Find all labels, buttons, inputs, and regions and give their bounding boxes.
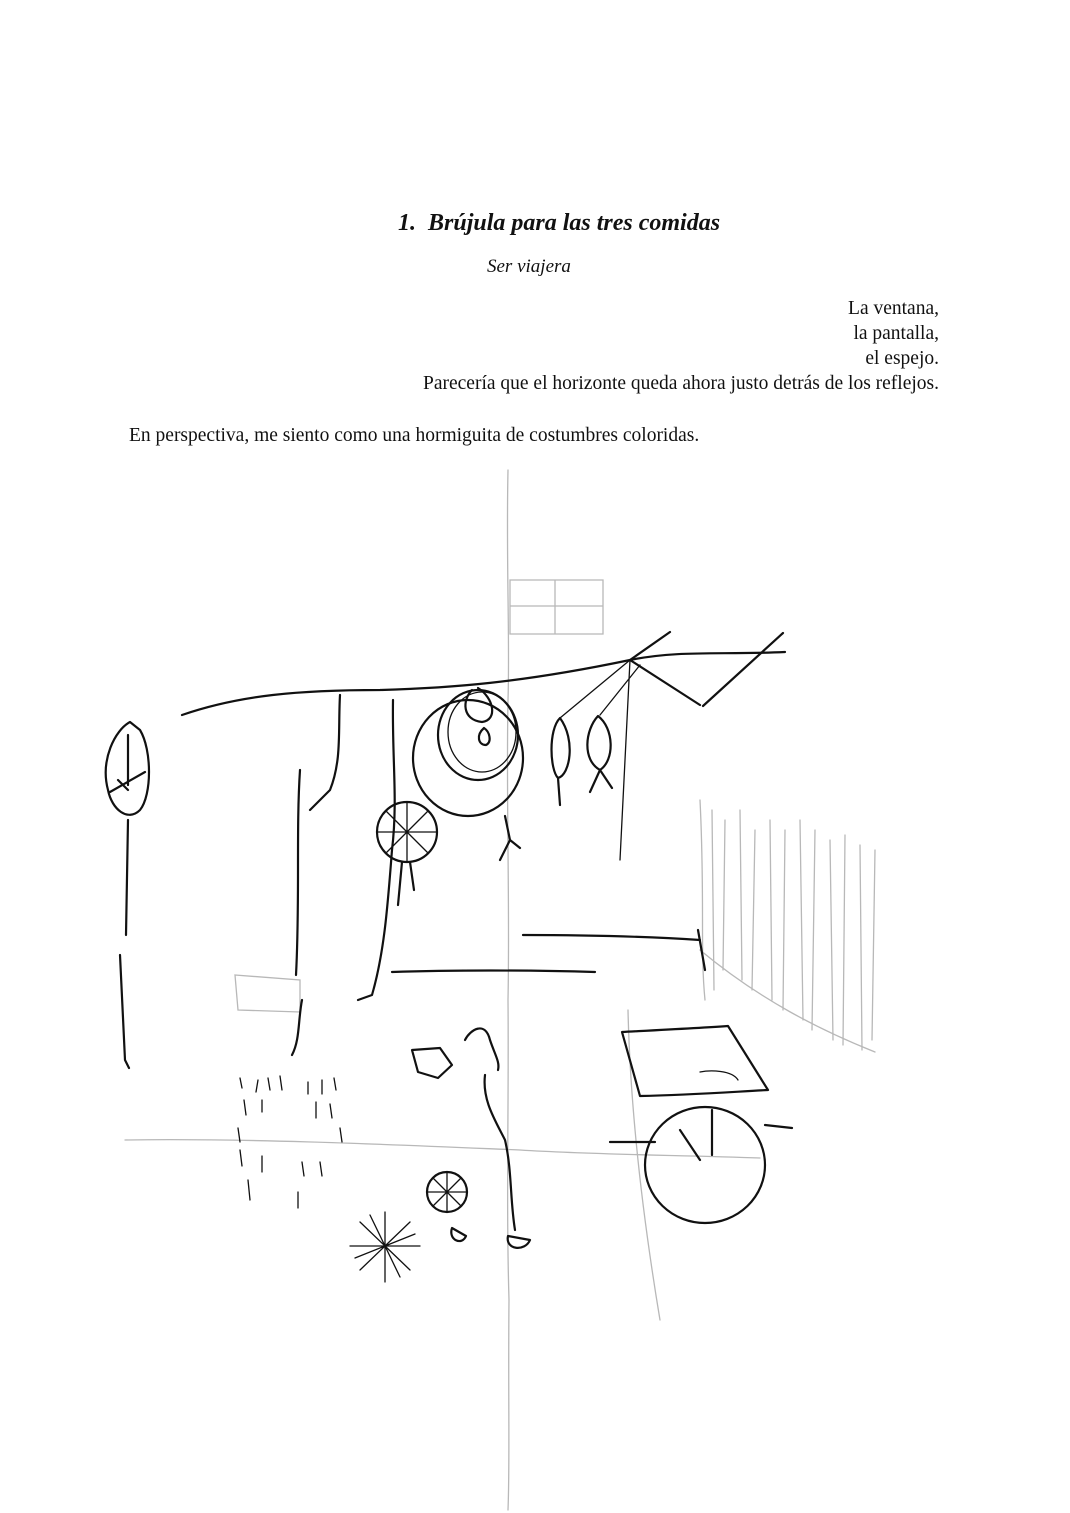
chapter-heading (398, 210, 720, 237)
poem-line: el espejo. (865, 348, 939, 369)
chapter-title: Brújula para las tres comidas (428, 210, 721, 236)
chapter-subtitle: Ser viajera (487, 256, 571, 277)
poem-line: la pantalla, (853, 323, 939, 344)
ink-strokes (106, 632, 792, 1282)
poem-stanza (423, 296, 939, 396)
pencil-strokes (125, 470, 875, 1510)
chapter-number: 1. (398, 210, 416, 236)
body-paragraph: En perspectiva, me siento como una hormiguita de costumbres coloridas. (129, 425, 700, 446)
poem-line: Parecería que el horizonte queda ahora justo detrás de los reflejos. (423, 373, 939, 394)
ink-sketch-illustration (0, 460, 1070, 1513)
poem-line: La ventana, (848, 298, 939, 319)
